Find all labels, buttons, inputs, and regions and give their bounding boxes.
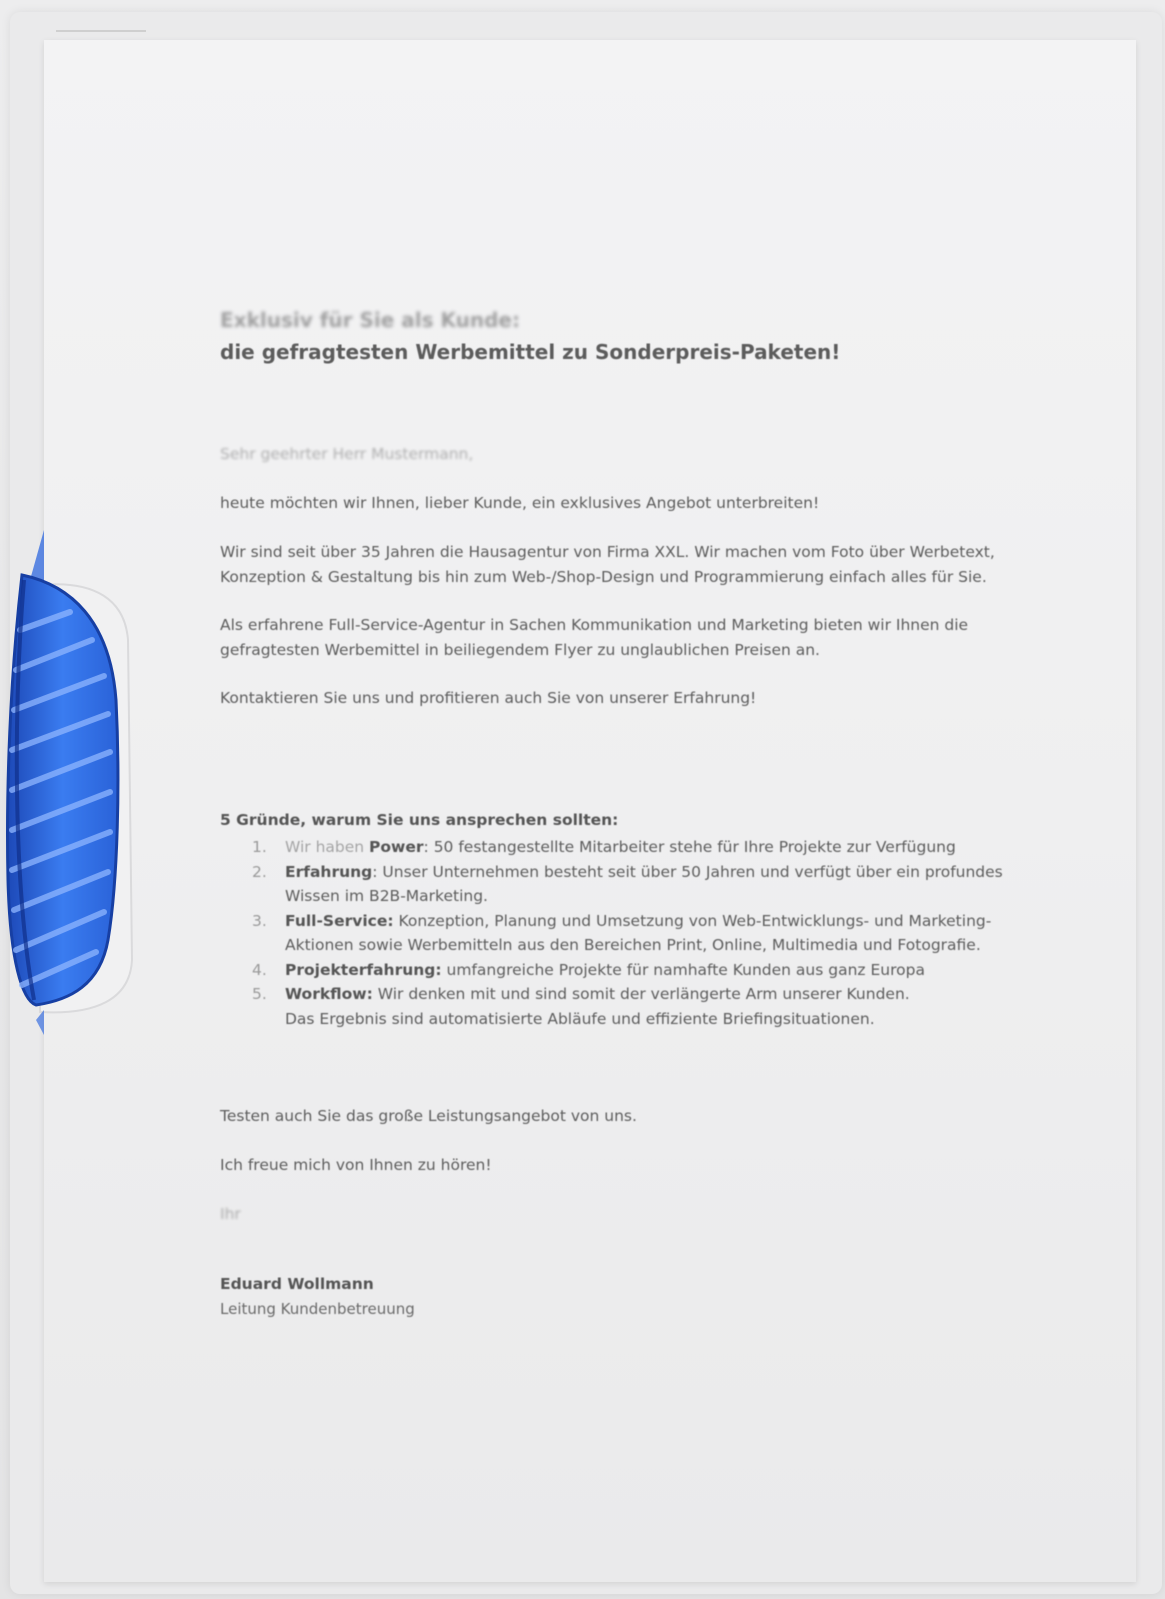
letter-sheet	[44, 40, 1136, 1582]
reason-item	[220, 835, 1050, 860]
reason-text: : 50 festangestellte Mitarbeiter stehe für Ihre Projekte zur Verfügung	[423, 838, 956, 856]
reasons-title: 5 Gründe, warum Sie uns ansprechen sollten:	[220, 811, 619, 829]
reason-keyword: Power	[369, 838, 424, 856]
paragraph-3-line-1: Als erfahrene Full-Service-Agentur in Sachen Kommunikation und Marketing bieten wir Ihnen die	[220, 616, 969, 634]
reason-text: Wir denken mit und sind somit der verlängerte Arm unserer Kunden.	[372, 985, 910, 1003]
reason-keyword: Erfahrung	[285, 862, 373, 881]
paragraph-3-line-2: gefragtesten Werbemittel in beiliegendem Flyer zu unglaublichen Preisen an.	[220, 640, 820, 659]
reason-text-cont: Wissen im B2B-Marketing.	[285, 887, 488, 905]
salutation: Sehr geehrter Herr Mustermann,	[220, 445, 474, 463]
paragraph-2-line-2: Konzeption & Gestaltung bis hin zum Web-/Shop-Design und Programmierung einfach alles für Sie.	[220, 567, 987, 586]
closing-line-2: Ich freue mich von Ihnen zu hören!	[220, 1156, 492, 1174]
paragraph-4: Kontaktieren Sie uns und profitieren auch Sie von unserer Erfahrung!	[220, 689, 757, 707]
reason-number: 2.	[252, 862, 267, 881]
closing-line-1: Testen auch Sie das große Leistungsangebot von uns.	[220, 1107, 637, 1125]
reason-text: Konzeption, Planung und Umsetzung von Web-Entwicklungs- und Marketing-	[393, 911, 992, 930]
reason-number: 3.	[252, 911, 267, 930]
reasons-list	[220, 835, 1050, 1031]
reason-text-cont: Das Ergebnis sind automatisierte Abläufe und effiziente Briefingsituationen.	[285, 1009, 875, 1028]
blue-swing-clip-icon[interactable]	[0, 0, 160, 1599]
subject-line-2: die gefragtesten Werbemittel zu Sonderpreis-Paketen!	[220, 340, 841, 364]
signature-role: Leitung Kundenbetreuung	[220, 1300, 415, 1318]
reason-text: umfangreiche Projekte für namhafte Kunden aus ganz Europa	[441, 960, 925, 979]
reason-keyword: Full-Service:	[285, 911, 394, 930]
letter-subject	[220, 304, 1040, 368]
reason-text-cont: Aktionen sowie Werbemitteln aus den Bereichen Print, Online, Multimedia und Fotografie.	[285, 936, 981, 954]
reason-number: 1.	[252, 838, 267, 856]
paragraph-3	[220, 613, 1050, 662]
reason-number: 5.	[252, 985, 267, 1003]
signature-name: Eduard Wollmann	[220, 1275, 374, 1293]
paragraph-2-line-1: Wir sind seit über 35 Jahren die Hausagentur von Firma XXL. Wir machen vom Foto über Werbetext,	[220, 543, 995, 561]
reason-keyword: Workflow:	[285, 985, 373, 1003]
reason-number: 4.	[252, 960, 267, 979]
reason-keyword: Projekterfahrung:	[285, 960, 442, 979]
reason-lead: Wir haben	[285, 838, 370, 856]
reason-item	[220, 958, 1050, 983]
reason-text: : Unser Unternehmen besteht seit über 50 Jahren und verfügt über ein profundes	[372, 862, 1003, 881]
reason-item	[220, 982, 1050, 1031]
closing-line-3: Ihr	[220, 1205, 241, 1223]
reason-item	[220, 860, 1050, 909]
reason-item	[220, 909, 1050, 958]
paragraph-2	[220, 540, 1050, 589]
paragraph-1: heute möchten wir Ihnen, lieber Kunde, ein exklusives Angebot unterbreiten!	[220, 494, 820, 512]
subject-line-1: Exklusiv für Sie als Kunde:	[220, 308, 520, 332]
